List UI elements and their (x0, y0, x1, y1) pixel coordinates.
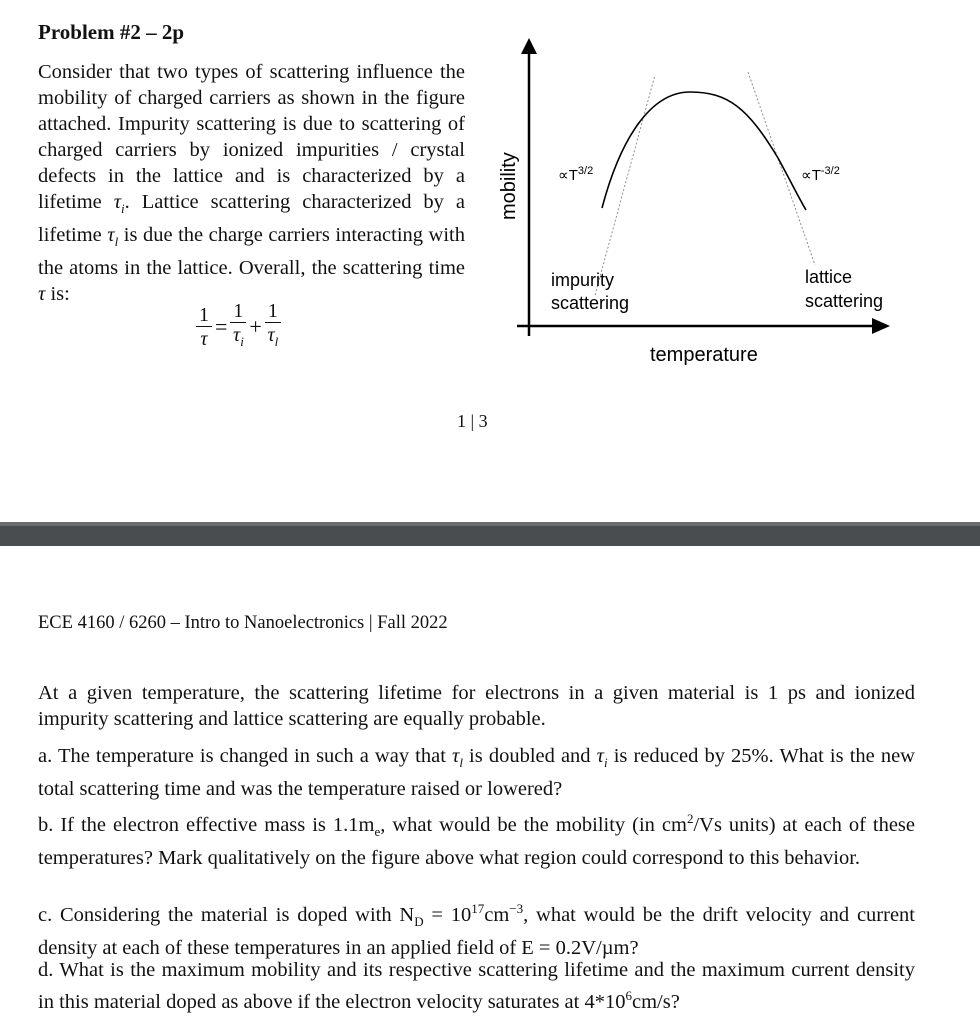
impurity-label-1: impurity (551, 270, 615, 290)
x-axis-arrow (872, 318, 890, 334)
problem-title: Problem #2 – 2p (38, 20, 185, 44)
impurity-label-2: scattering (551, 293, 630, 313)
fraction-impurity: $\frac{1}{\tau_i}$ (230, 300, 246, 354)
question-intro: At a given temperature, the scattering lifetime for electrons in a given material is 1 ps and ionized impurity scattering and lattice scattering are equally probable. (38, 682, 915, 730)
xlabel: temperature (650, 344, 758, 366)
course-header: ECE 4160 / 6260 – Intro to Nanoelectronics | Fall 2022 (38, 613, 448, 633)
y-axis-arrow (521, 38, 537, 54)
page-number: 1 | 3 (457, 411, 488, 431)
right-slope-label: $\propto T^{-3/2}$ (801, 165, 840, 184)
fraction-total: $\frac{1}{\tau}$ (196, 304, 212, 351)
fraction-lattice: $\frac{1}{\tau_l}$ (265, 300, 281, 354)
question-a: a. The temperature is changed in such a way that $\tau_l$ is doubled and $\tau_i$ is reduced by 25%. What is the new total scattering time and was the temperature raised or lowered? (38, 745, 915, 801)
ylabel: mobility (498, 152, 520, 220)
question-b: b. If the electron effective mass is $1.1m_e$, what would be the mobility (in $cm^2/Vs$ units) at each of these temperatures? Mark qualitatively on the figure above what region could correspond to this behavior. (38, 811, 915, 869)
mobility-curve (602, 92, 806, 210)
lattice-label-2: scattering (805, 291, 884, 311)
question-d: d. What is the maximum mobility and its respective scattering lifetime and the maximum current density in this material doped as above if the electron velocity saturates at $4*10^6cm/s$? (38, 959, 915, 1013)
question-c: c. Considering the material is doped with $N_D = 10^{17}cm^{-3}$, what would be the drift velocity and current density at each of these temperatures in an applied field of E = 0.2V/µm? (38, 901, 916, 959)
impurity-asymptote (595, 75, 655, 295)
page-separator (0, 522, 980, 546)
mobility-temperature-figure (490, 30, 910, 380)
problem-intro: Consider that two types of scattering influence the mobility of charged carriers as shown in the figure attached. Impurity scattering is due to scattering of charged carriers by ionized impurities / crystal defects in the lattice and is characterized by a lifetime $\tau_i$. Lattice scattering characterized by a lifetime $\tau_l$ is due the charge carriers interacting with the atoms in the lattice. Overall, the scattering time τ is: (38, 61, 465, 306)
left-slope-label: $\propto T^{3/2}$ (558, 165, 594, 184)
lattice-label-1: lattice (805, 267, 853, 287)
page-2-top (0, 546, 980, 1024)
scattering-formula: $\frac{1}{\tau}$ = $\frac{1}{\tau_i}$ + $\frac{1}{\tau_l}$ (195, 300, 282, 354)
